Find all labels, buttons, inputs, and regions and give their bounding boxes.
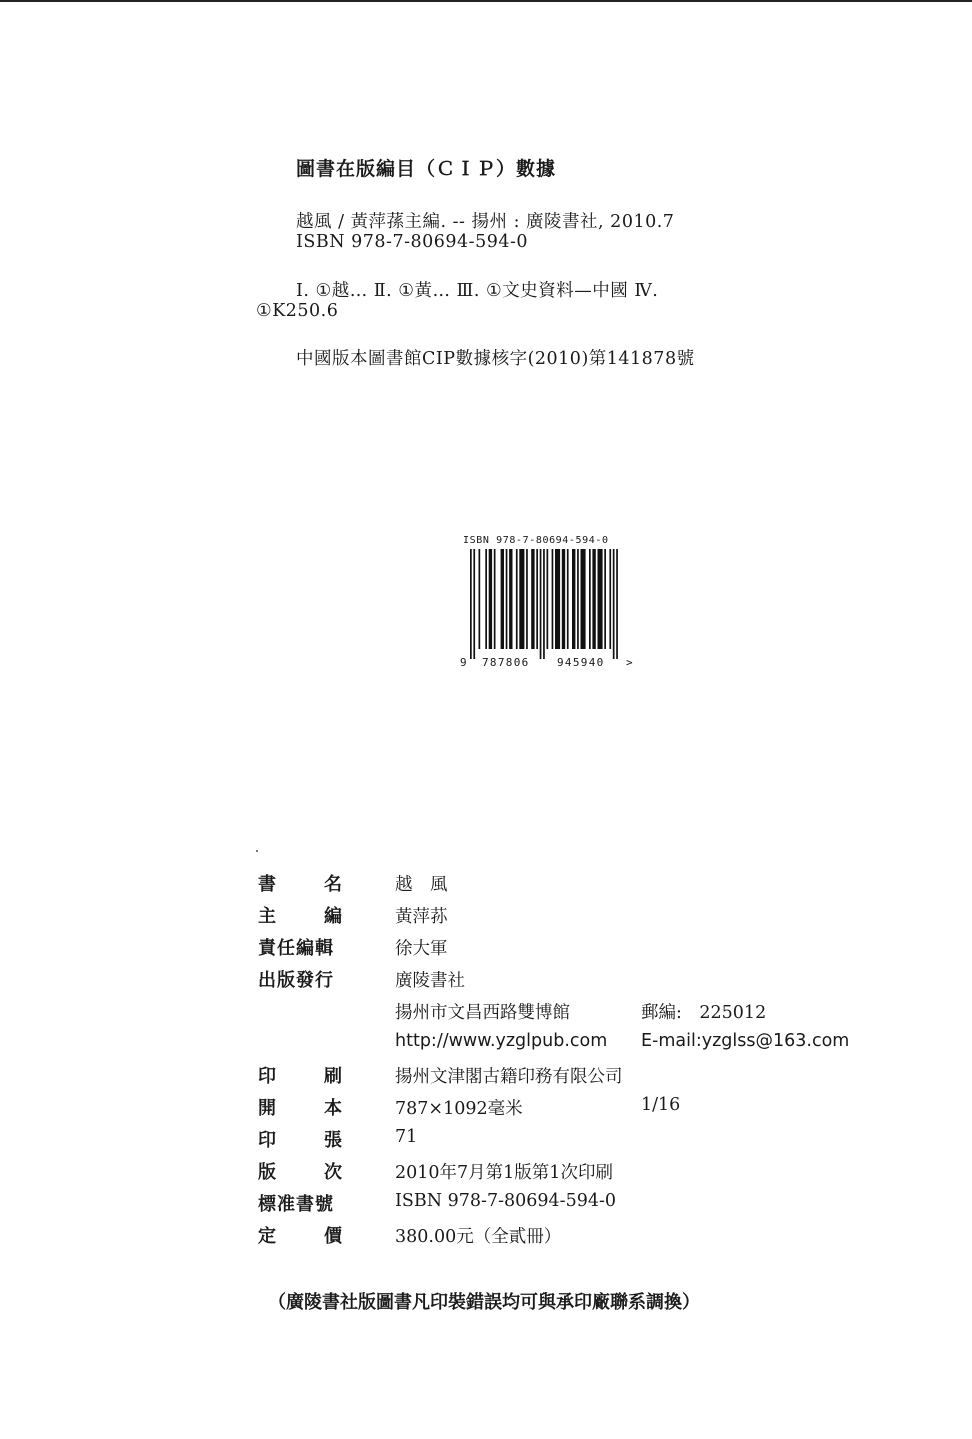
barcode-guard-bar (616, 549, 618, 659)
barcode-guard-bar (470, 549, 472, 659)
imprint-label: 出版發行 (258, 970, 334, 991)
imprint-table (258, 870, 898, 1254)
imprint-row (258, 902, 898, 934)
barcode-guard-bar (613, 549, 615, 659)
imprint-label-char: 價 (324, 1226, 342, 1247)
barcode-bar (479, 549, 481, 649)
imprint-row (258, 1126, 898, 1158)
imprint-label (258, 902, 342, 928)
imprint-row (258, 1190, 898, 1222)
cip-isbn-line: ISBN 978-7-80694-594-0 (296, 232, 529, 252)
imprint-row (258, 934, 898, 966)
barcode-bar (555, 549, 560, 649)
barcode-bar (501, 549, 504, 649)
imprint-label (258, 1222, 342, 1248)
barcode-bar (489, 549, 492, 649)
imprint-value: 徐大軍 (395, 939, 448, 959)
imprint-label-char: 主 (258, 906, 276, 927)
barcode-bar (581, 549, 586, 649)
imprint-label-char: 印 (258, 1066, 276, 1087)
imprint-value-secondary: 1/16 (641, 1095, 681, 1115)
barcode-guard-bar (543, 549, 545, 659)
imprint-label-char: 編 (324, 906, 342, 927)
imprint-value-secondary: E-mail:yzglss@163.com (641, 1031, 850, 1051)
imprint-label-char: 本 (324, 1098, 342, 1119)
barcode-bar (589, 549, 591, 649)
imprint-label (258, 1094, 342, 1120)
barcode-bar (598, 549, 603, 649)
barcode-bar (547, 549, 549, 649)
imprint-value: 787×1092毫米 (395, 1099, 523, 1119)
imprint-label (258, 1062, 342, 1088)
imprint-row (258, 998, 898, 1030)
imprint-label (258, 1126, 342, 1152)
cip-classification-number: ①K250.6 (256, 301, 339, 321)
barcode-first-digit: 9 (460, 656, 467, 669)
imprint-value-secondary: 郵編: 225012 (641, 1003, 767, 1023)
replacement-notice: （廣陵書社版圖書凡印裝錯誤均可與承印廠聯系調換） (268, 1292, 700, 1313)
barcode-bar (494, 549, 496, 649)
imprint-row (258, 966, 898, 998)
barcode-bar (526, 549, 528, 649)
barcode-bar (577, 549, 579, 649)
barcode-bar (516, 549, 518, 649)
top-border-line (0, 0, 972, 2)
imprint-label-char: 開 (258, 1098, 276, 1119)
imprint-value: 揚州文津閣古籍印務有限公司 (395, 1067, 623, 1087)
imprint-label (258, 870, 342, 896)
barcode-bar (604, 549, 606, 649)
imprint-value: ISBN 978-7-80694-594-0 (395, 1191, 617, 1211)
imprint-value: http://www.yzglpub.com (395, 1031, 608, 1051)
cip-title-line: 越風 / 黃萍蓀主編. -- 揚州 : 廣陵書社, 2010.7 (296, 212, 675, 232)
imprint-label-char: 定 (258, 1226, 276, 1247)
barcode-isbn-text: ISBN 978-7-80694-594-0 (463, 535, 609, 546)
barcode-bar (567, 549, 569, 649)
barcode-guard-bar (473, 549, 475, 659)
cip-heading: 圖書在版編目（ＣＩＰ）數據 (296, 158, 557, 180)
barcode-bar (531, 549, 534, 649)
imprint-value: 揚州市文昌西路雙博館 (395, 1003, 570, 1023)
cip-classification-line: Ⅰ. ①越… Ⅱ. ①黃… Ⅲ. ①文史資料—中國 Ⅳ. (296, 281, 659, 301)
imprint-value: 廣陵書社 (395, 971, 465, 991)
imprint-value: 越 風 (395, 875, 448, 895)
barcode-bar (485, 549, 487, 649)
barcode-bar (552, 549, 554, 649)
cip-record-number: 中國版本圖書館CIP數據核字(2010)第141878號 (296, 349, 695, 369)
barcode-bar (609, 549, 611, 649)
barcode-bar (592, 549, 595, 649)
imprint-value: 380.00元（全貳冊） (395, 1227, 562, 1247)
imprint-label (258, 1158, 342, 1184)
imprint-label-char: 刷 (324, 1066, 342, 1087)
imprint-label-char: 張 (324, 1130, 342, 1151)
imprint-label: 責任編輯 (258, 938, 334, 959)
stray-mark (256, 850, 258, 852)
imprint-row (258, 870, 898, 902)
imprint-value: 黃萍荪 (395, 907, 448, 927)
barcode-bar (562, 549, 565, 649)
barcode-arrow: > (626, 656, 633, 669)
barcode-bar (509, 549, 512, 649)
imprint-row (258, 1222, 898, 1254)
imprint-label-char: 書 (258, 874, 276, 895)
imprint-label-char: 印 (258, 1130, 276, 1151)
barcode-bar (536, 549, 538, 649)
imprint-label-char: 次 (324, 1162, 342, 1183)
barcode-bar (506, 549, 508, 649)
imprint-label: 標准書號 (258, 1194, 334, 1215)
imprint-value: 2010年7月第1版第1次印刷 (395, 1163, 613, 1183)
imprint-row (258, 1030, 898, 1062)
barcode-right-digits: 945940 (557, 656, 605, 669)
imprint-row (258, 1158, 898, 1190)
isbn-barcode (460, 535, 640, 675)
barcode-left-digits: 787806 (482, 656, 530, 669)
imprint-row (258, 1094, 898, 1126)
barcode-guard-bar (540, 549, 542, 659)
barcode-bar (572, 549, 575, 649)
imprint-row (258, 1062, 898, 1094)
barcode-bars (470, 549, 630, 659)
imprint-value: 71 (395, 1127, 418, 1147)
barcode-bar (519, 549, 524, 649)
imprint-label-char: 版 (258, 1162, 276, 1183)
imprint-label-char: 名 (324, 874, 342, 895)
